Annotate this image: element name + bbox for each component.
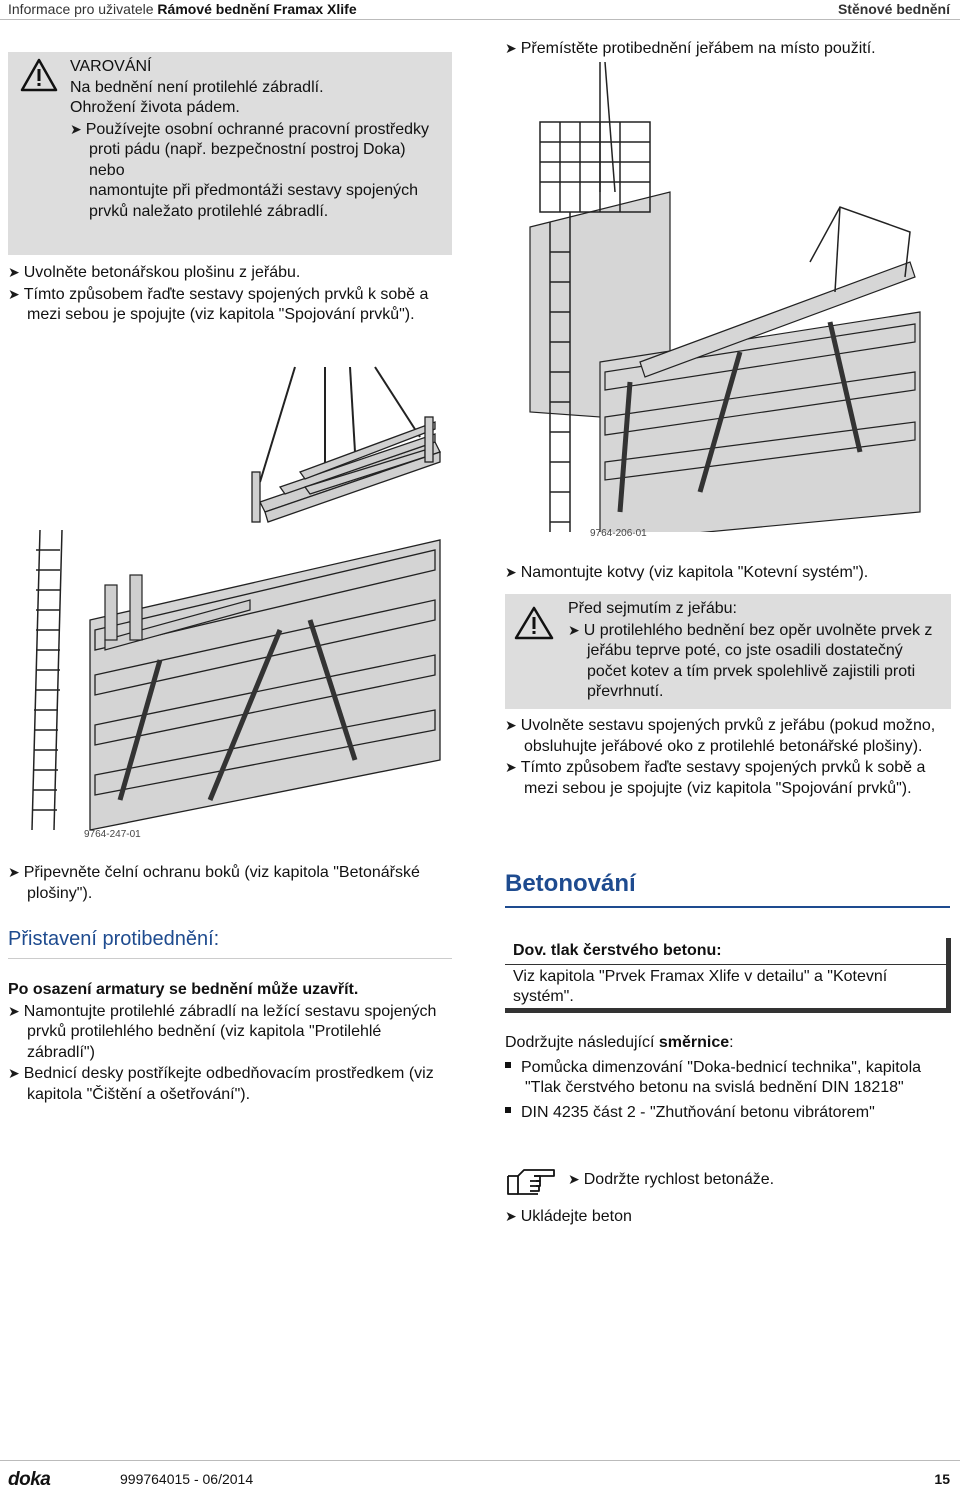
arrow-icon: ➤ — [568, 1171, 580, 1187]
guideline-suffix: : — [729, 1034, 734, 1051]
pressure-info-box — [505, 938, 951, 1013]
arrow-icon: ➤ — [8, 864, 20, 880]
pressure-box-title: Dov. tlak čerstvého betonu: — [505, 938, 946, 965]
caution-triangle-icon — [514, 606, 554, 640]
warning-triangle-icon — [20, 58, 58, 92]
concreting-heading: Betonování — [505, 870, 950, 908]
step-item — [8, 1063, 452, 1105]
page-header — [0, 0, 960, 20]
warning-title: VAROVÁNÍ — [70, 58, 152, 75]
step-after-figure — [8, 862, 452, 904]
bullet-icon — [505, 1062, 511, 1068]
guideline-bold: směrnice — [658, 1034, 730, 1051]
arrow-icon: ➤ — [8, 1065, 20, 1081]
step-text: Přemístěte protibednění jeřábem na místo použití. — [520, 40, 876, 57]
step-text: Namontujte kotvy (viz kapitola "Kotevní systém"). — [520, 564, 869, 581]
page-number: 15 — [934, 1471, 950, 1487]
step-item — [505, 562, 951, 584]
warning-step-text: Používejte osobní ochranné pracovní prostředky proti pádu (např. bezpečnostní postroj Doka) — [85, 120, 430, 158]
arrow-icon: ➤ — [505, 40, 517, 56]
guideline-prefix: Dodržujte následující — [505, 1034, 655, 1051]
arrow-icon: ➤ — [505, 759, 517, 775]
arrow-icon: ➤ — [8, 264, 20, 280]
warning-or: nebo — [89, 161, 125, 179]
step-text: Ukládejte beton — [520, 1208, 632, 1225]
figure-label-2: 9764-206-01 — [590, 528, 647, 539]
guideline-intro — [505, 1033, 951, 1054]
caution-step-text: U protilehlého bednění bez opěr uvolněte prvek z jeřábu teprve poté, co jste osadili dostatečný počet kotev a tím prvek spolehlivě zajistili proti převrhnutí. — [583, 621, 933, 700]
warning-step2: namontujte při předmontáži sestavy spojených prvků naležato protilehlé zábradlí. — [89, 182, 419, 220]
pressure-box-text: Viz kapitola "Prvek Framax Xlife v detailu" a "Kotevní systém". — [513, 968, 888, 1005]
tip-step — [568, 1169, 948, 1191]
arrow-icon: ➤ — [505, 564, 517, 580]
tip-step-text: Dodržte rychlost betonáže. — [583, 1171, 775, 1188]
header-title: Rámové bednění Framax Xlife — [157, 1, 357, 17]
warning-line2: Ohrožení života pádem. — [70, 99, 240, 116]
bullet-icon — [505, 1107, 511, 1113]
left-steps — [8, 262, 452, 326]
guideline-text: Pomůcka dimenzování "Doka-bednicí technika", kapitola "Tlak čerstvého betonu na svislá bednění DIN 18218" — [521, 1058, 922, 1096]
document-number: 999764015 - 06/2014 — [120, 1471, 254, 1487]
step-text: Tímto způsobem řaďte sestavy spojených prvků k sobě a mezi sebou je spojujte (viz kapitola "Spojování prvků"). — [23, 285, 429, 323]
step-text: Uvolněte sestavu spojených prvků z jeřábu (pokud možno, obsluhujte jeřábové oko z protilehlé betonářské plošiny). — [520, 717, 936, 755]
warning-step — [70, 119, 430, 161]
formwork-ladder-illustration — [10, 530, 450, 850]
guidelines — [505, 1033, 951, 1123]
page-footer — [0, 1460, 960, 1489]
guideline-text: DIN 4235 část 2 - "Zhutňování betonu vibrátorem" — [521, 1103, 875, 1121]
bold-note: Po osazení armatury se bednění může uzavřít. — [8, 981, 359, 998]
warning-text — [70, 57, 450, 222]
step-text: Tímto způsobem řaďte sestavy spojených prvků k sobě a mezi sebou je spojujte (viz kapitola "Spojování prvků"). — [520, 759, 926, 797]
arrow-icon: ➤ — [505, 717, 517, 733]
pointing-hand-icon — [506, 1166, 558, 1198]
step-text: Připevněte čelní ochranu boků (viz kapitola "Betonářské plošiny"). — [23, 864, 420, 902]
step-item — [505, 715, 951, 757]
caution-title: Před sejmutím z jeřábu: — [568, 600, 737, 617]
arrow-icon: ➤ — [505, 1208, 517, 1224]
step-item — [8, 1001, 452, 1064]
step-item — [505, 38, 951, 60]
header-prefix: Informace pro uživatele — [8, 1, 154, 17]
figure-label-1: 9764-247-01 — [84, 829, 141, 840]
arrow-icon: ➤ — [8, 285, 20, 302]
arrow-icon: ➤ — [70, 120, 82, 137]
step-text: Bednicí desky postříkejte odbedňovacím prostředkem (viz kapitola "Čištění a ošetřování"). — [23, 1065, 434, 1103]
section-content — [8, 980, 452, 1105]
last-step — [505, 1206, 951, 1228]
step-item — [505, 1206, 951, 1228]
step-text: Uvolněte betonářskou plošinu z jeřábu. — [23, 264, 301, 281]
formwork-crane-illustration — [520, 62, 940, 532]
warning-line1: Na bednění není protilehlé zábradlí. — [70, 78, 324, 96]
anchors-step — [505, 562, 951, 584]
step-item — [8, 862, 452, 904]
step-item — [8, 262, 452, 284]
header-section: Stěnové bednění — [837, 1, 950, 17]
arrow-icon: ➤ — [568, 621, 580, 638]
doka-logo: doka — [8, 1469, 51, 1489]
platform-crane-illustration — [240, 362, 460, 532]
section-heading: Přistavení protibednění: — [8, 928, 452, 959]
right-steps — [505, 715, 951, 799]
arrow-icon: ➤ — [8, 1002, 20, 1019]
tip-text — [568, 1169, 948, 1191]
caution-step — [568, 620, 940, 703]
step-item — [505, 757, 951, 799]
header-left — [8, 1, 357, 17]
right-top-step — [505, 38, 951, 60]
step-text: Namontujte protilehlé zábradlí na ležící sestavu spojených prvků protilehlého bednění (viz kapitola "Protilehlé zábradlí") — [23, 1002, 437, 1061]
guideline-item — [505, 1103, 951, 1124]
guideline-item — [505, 1058, 951, 1099]
caution-text — [568, 599, 948, 703]
step-item — [8, 284, 452, 326]
